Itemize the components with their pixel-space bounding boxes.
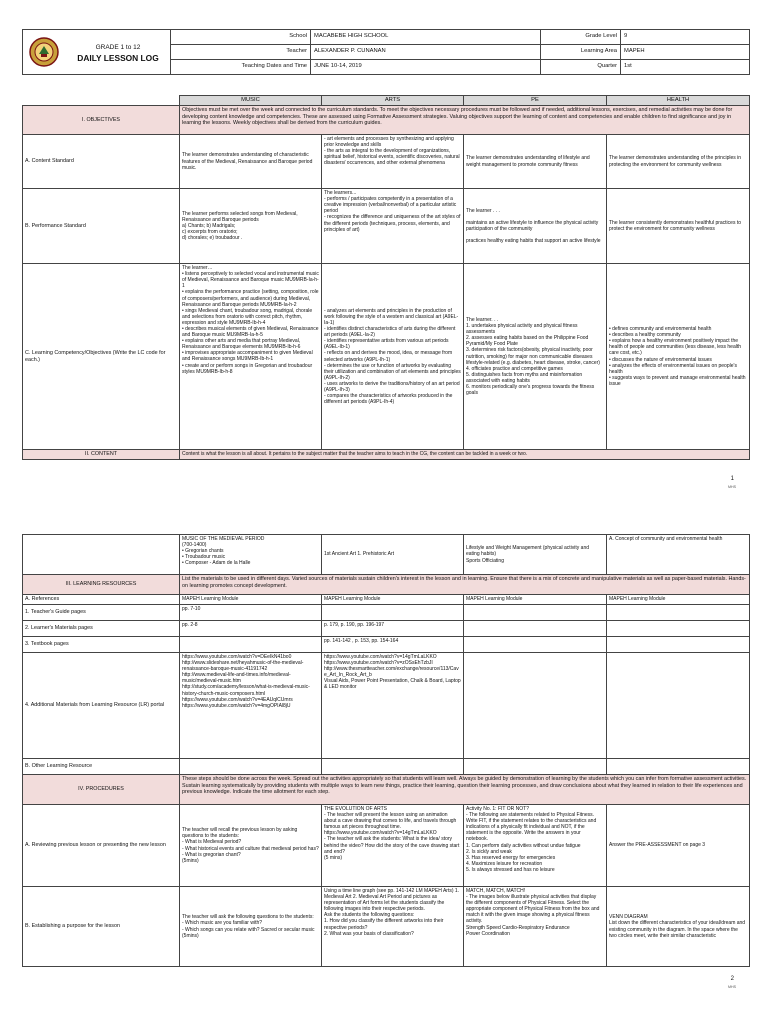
learners-materials-health [607,621,750,637]
resources-table [22,534,750,967]
teachers-guide-label: 1. Teacher's Guide pages [23,605,180,621]
log-title: DAILY LESSON LOG [77,52,159,63]
subject-arts: ARTS [322,96,464,106]
dates-value: JUNE 10-14, 2019 [311,60,541,75]
learners-materials-arts: p. 179, p. 190, pp. 196-197 [322,621,464,637]
teachers-guide-arts [322,605,464,621]
review-arts: THE EVOLUTION OF ARTS - The teacher will present the lesson using an animation about a cave drawing that comes to life, and travels through famous art pieces throughout time. https://www.youtube.com/watch?v=14gTmLaLKKO - The teacher will ask the students: What is the idea/ story behind the video? How did the story of the cave drawing start and end? (5 mins) [322,805,464,887]
content-standard-music: The learner demonstrates understanding of characteristic features of the Medieval, Renaissance and Baroque period music. [180,135,322,189]
quarter-label: Quarter [541,60,621,75]
teachers-guide-pe [464,605,607,621]
dates-label: Teaching Dates and Time [171,60,311,75]
learning-resources-text: List the materials to be used in different days. Varied sources of materials sustain children's interest in the lesson and in learning. Ensure that there is a mix of concrete and manipulative materials as well as paper-based materials. Hands-on learning promotes concept development. [180,575,750,595]
learning-area-label: Learning Area [541,45,621,60]
content-pe: Lifestyle and Weight Management (physical activity and eating habits) Sports Officiating [464,535,607,575]
references-music: MAPEH Learning Module [180,595,322,605]
other-resource-label: B. Other Learning Resource [23,759,180,775]
review-pe: Activity No. 1: FIT OR NOT? - The following are statements related to Physical Fitness. Write FIT, if the statement relates to the characteristics and indications of a physically fit individual and NOT, if the statement is the opposite. Write the answers in your notebook. 1. Can perform daily activities without undue fatigue 2. Is sickly and weak 3. Has reserved energy for emergencies 4. Maximizes leisure for recreation 5. Is always stressed and has no leisure [464,805,607,887]
textbook-label: 3. Textbook pages [23,637,180,653]
performance-standard-pe: The learner . . . maintains an active lifestyle to influence the physical activity participation of the community practices healthy eating habits that support an active lifestyle [464,189,607,264]
additional-materials-label: 4. Additional Materials from Learning Resource (LR) portal [23,653,180,759]
procedures-text: These steps should be done across the week. Spread out the activities appropriately so that students will learn well. Always be guided by demonstration of learning by the students which you can infer from formative assessment activities. Sustain learning systematically by providing students with multiple ways to learn new things, practice their learning, question their learning processes, and draw conclusions about what they learned in relation to their life experiences and previous knowledge. Indicate the time allotment for each step. [180,775,750,805]
performance-standard-health: The learner consistently demonstrates healthful practices to protect the environment for community wellness [607,189,750,264]
teachers-guide-music: pp. 7-10 [180,605,322,621]
performance-standard-music: The learner performs selected songs from Medieval, Renaissance and Baroque periods a) Chants; b) Madrigals; c) excerpts from oratorio; d) chorales; e) troubadour . [180,189,322,264]
additional-materials-health [607,653,750,759]
page-number: 1 [730,476,734,482]
page-1 [0,0,768,500]
school-value: MACABEBE HIGH SCHOOL [311,30,541,45]
school-seal-logo [29,37,59,67]
learning-competency-music: The learner… • listens perceptively to selected vocal and instrumental music of Medieval, Renaissance and Baroque music MU9MRB-Ia-h-1 • explains the performance practice (setting, composition, role of composers/performers, and audience) during Medieval, Renaissance and Baroque periods MU9MRB-Ia-h-2 • sings Medieval chant, troubadour song, madrigal, chorale and selections from oratorio with correct pitch, rhythm, expression and style MU9MRB-Ib-h-4 • describes musical elements of given Medieval, Renaissance and Baroque music MU9MRB-Ia-h-5 • explains other arts and media that portray Medieval, Renaissance and Baroque elements MU9MRB-Ib-h-6 • improvises appropriate accompaniment to given Medieval and Renaissance songs MU9MRB-Ib-h-1 • create and or perform songs in Gregorian and troubadour styles MU9MRB-Ib-h-8 [180,264,322,450]
header-table [22,29,750,75]
review-music: The teacher will recall the previous lesson by asking questions to the students: - What is Medieval period? - What historical events and culture that medieval period has? - What is gregorian chant? (5mins) [180,805,322,887]
school-label: School [171,30,311,45]
teacher-value: ALEXANDER P. CUNANAN [311,45,541,60]
learners-materials-music: pp. 2-8 [180,621,322,637]
review-health: Answer the PRE-ASSESSMENT on page 3 [607,805,750,887]
purpose-arts: Using a time line graph (see pp. 141-142 LM MAPEH Arts) 1. Medieval Art 2. Medieval Art Period and pictures as representation of Art forms let the students classify the following images into their respective periods. Ask the students the following questions: 1. How did you classify the different artworks into their respective periods? 2. What was your basis of classification? [322,887,464,967]
textbook-pe [464,637,607,653]
learning-competency-health: • defines community and environmental health • describes a healthy community • explains how a healthy environment positively impact the health of people and communities (less disease, less health care cost, etc.) • discusses the nature of environmental issues • analyzes the effects of environmental issues on people's health • suggests ways to prevent and manage environmental health issue [607,264,750,450]
teachers-guide-health [607,605,750,621]
footer-mark: MHS [728,985,736,989]
content-arts: 1st Ancient Art 1. Prehistoric Art [322,535,464,575]
content-standard-pe: The learner demonstrates understanding of lifestyle and weight management to promote community fitness [464,135,607,189]
objectives-text: Objectives must be met over the week and connected to the curriculum standards. To meet the objectives necessary procedures must be followed and if needed, additional lessons, exercises, and remedial activities may be done for developing content knowledge and competencies. These are assessed using Formative Assessment strategies. Valuing objectives support the learning of content and competencies and enable children to find significance and joy in learning the lessons. Weekly objectives shall be derived from the curriculum guides. [180,106,750,135]
content-standard-label: A. Content Standard [23,135,180,189]
references-health: MAPEH Learning Module [607,595,750,605]
content-text: Content is what the lesson is all about. It pertains to the subject matter that the teacher aims to teach in the CG, the content can be tackled in a week or two. [180,450,750,460]
textbook-music [180,637,322,653]
learners-materials-label: 2. Learner's Materials pages [23,621,180,637]
subject-music: MUSIC [180,96,322,106]
content-music: MUSIC OF THE MEDIEVAL PERIOD (700-1400) • Gregorian chants • Troubadour music • Composer - Adam de la Halle [180,535,322,575]
purpose-label: B. Establishing a purpose for the lesson [23,887,180,967]
content-standard-health: The learner demonstrates understanding of the principles in protecting the environment for community wellness [607,135,750,189]
learning-competency-label: C. Learning Competency/Objectives (Write the LC code for each.) [23,264,180,450]
additional-materials-pe [464,653,607,759]
performance-standard-arts: The learners... - performs / participates competently in a presentation of a creative impression (verbal/nonverbal) of a particular artistic period - recognizes the difference and uniqueness of the art styles of the different periods (techniques, process, elements, and principles of art) [322,189,464,264]
quarter-value: 1st [621,60,750,75]
references-arts: MAPEH Learning Module [322,595,464,605]
additional-materials-music: https://www.youtube.com/watch?v=DEeIkN41bo0 http://www.slideshare.net/heyahmusic-of-the-medieval-renaissance-baroque-music-41191742 http://www.medieval-life-and-times.info/medieval-music/medieval-music.htm http://study.com/academy/lesson/what-is-medieval-music-history-church-music-composers.html https://www.youtube.com/watch?v=4EAUqlCUmrs https://www.youtube.com/watch?v=4mgOPIAl8jU [180,653,322,759]
page-2 [0,512,768,1012]
objectives-table [22,95,750,460]
subject-health: HEALTH [607,96,750,106]
subject-pe: PE [464,96,607,106]
purpose-music: The teacher will ask the following questions to the students: - Which music are you familiar with? - Which songs can you relate with? Sacred or secular music (5mins) [180,887,322,967]
content-standard-arts: - art elements and processes by synthesizing and applying prior knowledge and skills - the arts as integral to the development of organizations, spiritual belief, historical events, scientific discoveries, natural disasters/ occurrences, and other external phenomena [322,135,464,189]
page-number: 2 [730,976,734,982]
performance-standard-label: B. Performance Standard [23,189,180,264]
procedures-label: IV. PROCEDURES [23,775,180,805]
purpose-health: VENN DIAGRAM List down the different characteristics of your ideal/dream and existing community in the diagram. In the space where the two circles meet, write their similar characteristic [607,887,750,967]
content-label: II. CONTENT [23,450,180,460]
review-label: A. Reviewing previous lesson or presenting the new lesson [23,805,180,887]
references-label: A. References [23,595,180,605]
objectives-label: I. OBJECTIVES [23,106,180,135]
textbook-health [607,637,750,653]
content-health: A. Concept of community and environmental health [607,535,750,575]
references-pe: MAPEH Learning Module [464,595,607,605]
learning-competency-arts: - analyzes art elements and principles in the production of work following the style of a western and classical art (A9EL-Ia-1) - identifies distinct characteristics of arts during the different art periods (A9EL-Ia-2) - identifies representative artists from various art periods (A9EL-Ib-1) - reflects on and derives the mood, idea, or message from selected artworks (A9PL-Ih-1) - determines the use or function of artworks by evaluating their utilization and combination of art elements and principles (A9PL-Ih-2) - uses artworks to derive the traditions/history of an art period (A9PL-Ih-3) - compares the characteristics of artworks produced in the different art periods (A9PL-Ih-4) [322,264,464,450]
textbook-arts: pp. 141-142 , p. 153, pp. 154-164 [322,637,464,653]
learning-resources-label: III. LEARNING RESOURCES [23,575,180,595]
logo-block [23,30,171,75]
purpose-pe: MATCH, MATCH, MATCH! - The images below illustrate physical activities that display the different components of Physical Fitness. Select the appropriate component of Physical Fitness from the box and match it with the given image showing a physical fitness activity. Strength Speed Cardio-Respiratory Endurance Power Coordination [464,887,607,967]
learning-area-value: MAPEH [621,45,750,60]
footer-mark: MHS [728,485,736,489]
grade-level-value: 9 [621,30,750,45]
teacher-label: Teacher [171,45,311,60]
learning-competency-pe: The learner. . . 1. undertakes physical activity and physical fitness assessments 2. assesses eating habits based on the Philippine Food Pyramid/My Food Plate 3. determines risk factors(obesity, physical inactivity, poor nutrition, smoking) for major non communicable diseases lifestyle-related (e.g. diabetes, heart disease, stroke, cancer) 4. officiates practice and competitive games 5. distinguishes facts from myths and misinformation associated with eating habits 6. monitors periodically one's progress towards the fitness goals [464,264,607,450]
learners-materials-pe [464,621,607,637]
additional-materials-arts: https://www.youtube.com/watch?v=14gTmLaLKKO https://www.youtube.com/watch?v=zOSsEhTzbJI http://www.thesmartteacher.com/exchange/resource/113/Cave_Art_In_Rock_Art_b Visual Aids, Power Point Presentation, Chalk & Board, Laptop & LED monitor [322,653,464,759]
grade-range: GRADE 1 to 12 [95,44,141,51]
grade-level-label: Grade Level [541,30,621,45]
